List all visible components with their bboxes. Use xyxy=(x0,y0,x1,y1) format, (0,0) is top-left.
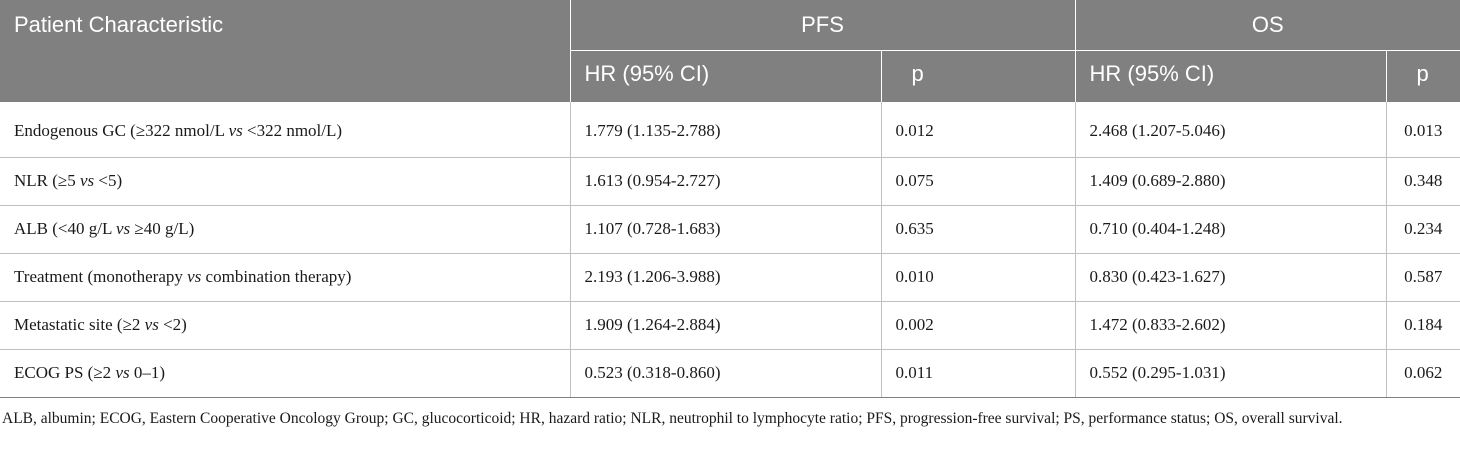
header-pfs: PFS xyxy=(570,0,1075,50)
table-row xyxy=(0,253,1460,301)
os-hr-cell: 0.830 (0.423-1.627) xyxy=(1075,253,1386,301)
pfs-p-cell: 0.002 xyxy=(881,301,1075,349)
pfs-p-cell: 0.635 xyxy=(881,205,1075,253)
pfs-hr-cell: 1.779 (1.135-2.788) xyxy=(570,102,881,157)
characteristic-cell: Metastatic site (≥2 vs <2) xyxy=(0,301,570,349)
pfs-hr-cell: 1.909 (1.264-2.884) xyxy=(570,301,881,349)
characteristic-cell: ALB (<40 g/L vs ≥40 g/L) xyxy=(0,205,570,253)
os-hr-cell: 2.468 (1.207-5.046) xyxy=(1075,102,1386,157)
os-hr-cell: 0.710 (0.404-1.248) xyxy=(1075,205,1386,253)
pfs-hr-cell: 0.523 (0.318-0.860) xyxy=(570,349,881,397)
table-body xyxy=(0,102,1460,397)
header-pfs-hr: HR (95% CI) xyxy=(570,50,881,102)
table-row xyxy=(0,349,1460,397)
os-p-cell: 0.062 xyxy=(1386,349,1460,397)
characteristic-cell: Endogenous GC (≥322 nmol/L vs <322 nmol/L) xyxy=(0,102,570,157)
os-hr-cell: 0.552 (0.295-1.031) xyxy=(1075,349,1386,397)
os-p-cell: 0.234 xyxy=(1386,205,1460,253)
os-p-cell: 0.348 xyxy=(1386,157,1460,205)
characteristic-cell: ECOG PS (≥2 vs 0–1) xyxy=(0,349,570,397)
os-hr-cell: 1.409 (0.689-2.880) xyxy=(1075,157,1386,205)
table-row xyxy=(0,301,1460,349)
os-hr-cell: 1.472 (0.833-2.602) xyxy=(1075,301,1386,349)
pfs-p-cell: 0.075 xyxy=(881,157,1075,205)
table-row xyxy=(0,102,1460,157)
characteristic-cell: NLR (≥5 vs <5) xyxy=(0,157,570,205)
os-p-cell: 0.184 xyxy=(1386,301,1460,349)
pfs-p-cell: 0.012 xyxy=(881,102,1075,157)
table-footnote: ALB, albumin; ECOG, Eastern Cooperative Oncology Group; GC, glucocorticoid; HR, hazard ratio; NLR, neutrophil to lymphocyte ratio; PFS, progression-free survival; PS, performance status; OS, overall survival. xyxy=(2,410,1343,427)
table-header xyxy=(0,0,1460,102)
header-characteristic: Patient Characteristic xyxy=(0,0,570,102)
pfs-hr-cell: 1.613 (0.954-2.727) xyxy=(570,157,881,205)
header-os-p: p xyxy=(1386,50,1460,102)
os-p-cell: 0.587 xyxy=(1386,253,1460,301)
characteristic-cell: Treatment (monotherapy vs combination therapy) xyxy=(0,253,570,301)
pfs-p-cell: 0.011 xyxy=(881,349,1075,397)
header-os: OS xyxy=(1075,0,1460,50)
pfs-p-cell: 0.010 xyxy=(881,253,1075,301)
os-p-cell: 0.013 xyxy=(1386,102,1460,157)
table-row xyxy=(0,205,1460,253)
header-pfs-p: p xyxy=(881,50,1075,102)
pfs-hr-cell: 2.193 (1.206-3.988) xyxy=(570,253,881,301)
pfs-hr-cell: 1.107 (0.728-1.683) xyxy=(570,205,881,253)
header-os-hr: HR (95% CI) xyxy=(1075,50,1386,102)
table-row xyxy=(0,157,1460,205)
